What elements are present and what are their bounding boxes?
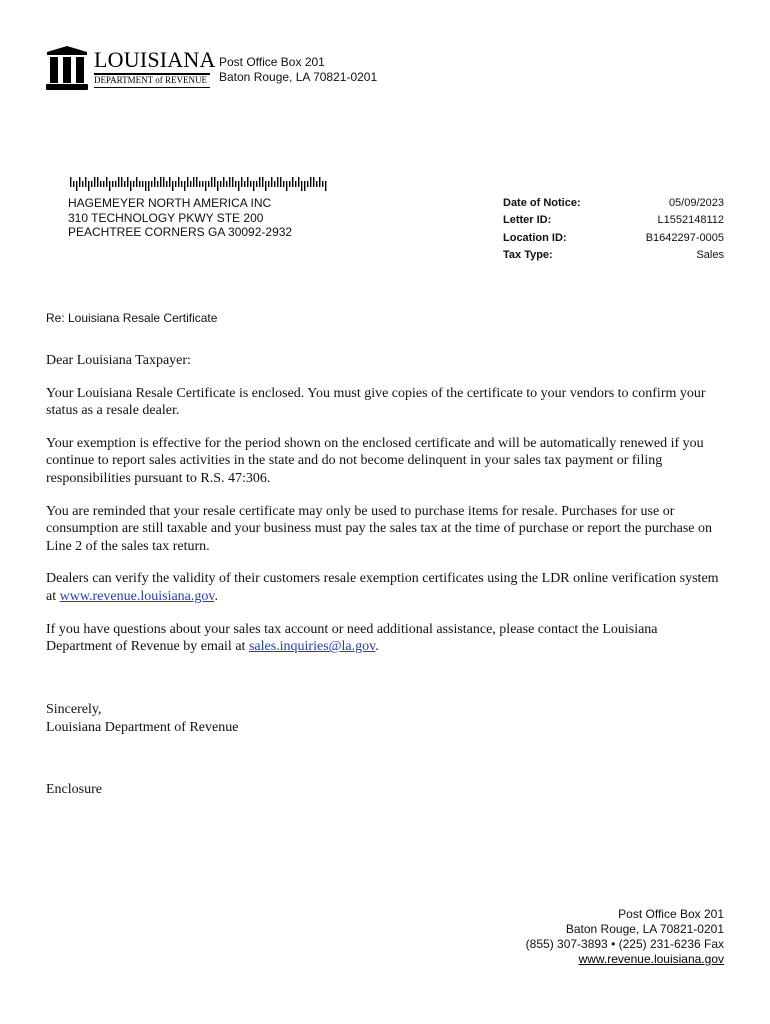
footer-line1: Post Office Box 201 [618,907,724,921]
barcode-bar [229,177,230,187]
closing [46,701,238,736]
barcode-bar [190,181,191,187]
meta-label: Letter ID: [503,214,552,227]
barcode-bar [100,181,101,187]
barcode-bar [211,177,212,187]
logo-wordmark: LOUISIANA [94,47,216,72]
barcode-bar [124,181,125,187]
header-address-line1: Post Office Box 201 [219,55,325,69]
barcode-bar [256,181,257,187]
paragraph-contact [46,621,726,656]
barcode-bar [193,177,194,187]
barcode-bar [202,181,203,187]
logo-subtitle: DEPARTMENT of REVENUE [94,75,207,85]
barcode-bar [88,181,89,191]
barcode-bar [199,181,200,187]
meta-value: Sales [696,248,724,261]
barcode-bar [166,181,167,187]
ldr-logo [44,44,216,92]
barcode-bar [274,181,275,187]
barcode-bar [319,177,320,187]
salutation: Dear Louisiana Taxpayer: [46,353,191,368]
recipient-street: 310 TECHNOLOGY PKWY STE 200 [68,210,264,225]
barcode-bar [157,181,158,187]
barcode-bar [316,181,317,187]
barcode-bar [115,181,116,187]
barcode-bar [298,177,299,187]
revenue-website-link[interactable]: www.revenue.louisiana.gov [59,588,215,604]
paragraph-contact-end: . [375,639,379,655]
barcode-bar [181,181,182,187]
barcode-bar [196,177,197,187]
barcode-bar [106,177,107,187]
meta-row-tax-type [503,248,724,265]
barcode-bar [148,181,149,191]
notice-meta [503,196,724,265]
barcode-bar [91,181,92,187]
barcode-bar [310,177,311,187]
barcode-bar [253,181,254,191]
barcode-bar [178,177,179,187]
barcode-bar [175,181,176,187]
barcode-bar [208,181,209,187]
barcode-bar [73,181,74,187]
barcode-bar [187,177,188,187]
barcode-bar [247,177,248,187]
barcode-bar [286,181,287,191]
recipient-city: PEACHTREE CORNERS GA 30092-2932 [68,225,293,239]
barcode-bar [322,181,323,187]
paragraph-exemption: Your exemption is effective for the period shown on the enclosed certificate and will be automatically renewed if you continue to report sales activities in the state and do not become delinquent in your sales tax payment or filing responsibilities pursuant to R.S. 47:306. [46,435,704,486]
meta-value: B1642297-0005 [645,231,724,244]
meta-row-letter-id [503,213,724,230]
closing-signature: Louisiana Department of Revenue [46,719,239,735]
barcode-bar [133,181,134,187]
barcode-bar [307,181,308,187]
paragraph-verify [46,570,726,605]
barcode-bar [139,181,140,187]
meta-value: L1552148112 [657,214,724,227]
barcode-bar [79,177,80,187]
meta-label: Location ID: [503,231,567,244]
barcode-bar [169,177,170,187]
paragraph-reminder: You are reminded that your resale certificate may only be used to purchase items for resale. Purchases for use or consumption are still taxable and your business must pay the sales tax at the time of purchase or report the purchase on Line 2 of the sales tax return. [46,503,712,554]
footer-phone: (855) 307-3893 • (225) 231-6236 Fax [525,937,724,951]
barcode-bar [154,177,155,187]
closing-sincerely: Sincerely, [46,702,102,717]
recipient-name: HAGEMEYER NORTH AMERICA INC [68,196,272,210]
sales-inquiries-email-link[interactable]: sales.inquiries@la.gov [248,639,376,655]
barcode-bar [226,181,227,187]
paragraph-verify-text: Dealers can verify the validity of their customers resale exemption certificates using the LDR online verification system at [46,571,719,604]
meta-row-location-id [503,231,724,248]
barcode-bar [244,181,245,187]
barcode-bar [250,181,251,187]
barcode-bar [220,181,221,187]
header-address [219,55,377,85]
barcode-bar [160,177,161,187]
barcode-bar [259,177,260,187]
barcode-bar [241,177,242,187]
meta-label: Date of Notice: [503,197,581,209]
barcode-bar [280,177,281,187]
barcode-bar [235,181,236,187]
barcode-bar [313,177,314,187]
barcode-bar [304,181,305,191]
barcode-bar [271,177,272,187]
barcode-bar [82,181,83,187]
meta-value: 05/09/2023 [668,197,724,209]
barcode-bar [184,181,185,191]
barcode-bar [268,181,269,187]
paragraph-enclosed: Your Louisiana Resale Certificate is enclosed. You must give copies of the certificate to your vendors to confirm your status as a resale dealer. [46,385,706,419]
barcode-bar [112,181,113,187]
barcode-bar [130,181,131,191]
enclosure-note: Enclosure [46,782,102,797]
barcode-bar [217,181,218,191]
barcode-bar [283,181,284,187]
barcode-bar [94,177,95,187]
meta-row-date [503,196,724,213]
barcode-bar [97,177,98,187]
barcode-bar [301,181,302,191]
barcode-bar [262,177,263,187]
barcode-bar [70,177,71,187]
barcode-bar [295,181,296,187]
barcode-bar [277,177,278,187]
barcode-bar [118,177,119,187]
barcode-bar [151,181,152,187]
barcode-bar [292,177,293,187]
barcode-bar [163,177,164,187]
logo-rule-bottom [94,87,210,88]
barcode-bar [136,177,137,187]
paragraph-contact-text: If you have questions about your sales tax account or need additional assistance, please contact the Louisiana Department of Revenue by email at [46,621,658,655]
barcode-bar [232,177,233,187]
footer-line2: Baton Rouge, LA 70821-0201 [565,922,724,936]
barcode-bar [223,177,224,187]
recipient-address [68,196,292,240]
postal-barcode [70,177,330,191]
re-line: Re: Louisiana Resale Certificate [46,311,218,325]
barcode-bar [325,181,326,191]
barcode-bar [172,181,173,191]
barcode-bar [127,177,128,187]
barcode-bar [265,181,266,191]
footer-address [526,907,724,967]
paragraph-verify-end: . [214,588,218,604]
barcode-bar [121,177,122,187]
barcode-bar [103,181,104,187]
barcode-bar [289,181,290,187]
header-address-line2: Baton Rouge, LA 70821-0201 [219,70,378,84]
footer-website-link[interactable]: www.revenue.louisiana.gov [578,952,724,966]
barcode-bar [214,177,215,187]
barcode-bar [205,181,206,191]
barcode-bar [109,181,110,191]
ldr-capitol-logo-icon [44,44,90,92]
meta-label: Tax Type: [503,248,553,261]
barcode-bar [238,181,239,191]
barcode-bar [142,181,143,187]
barcode-bar [145,181,146,191]
barcode-bar [76,181,77,191]
barcode-bar [85,177,86,187]
letter-body [46,352,726,671]
